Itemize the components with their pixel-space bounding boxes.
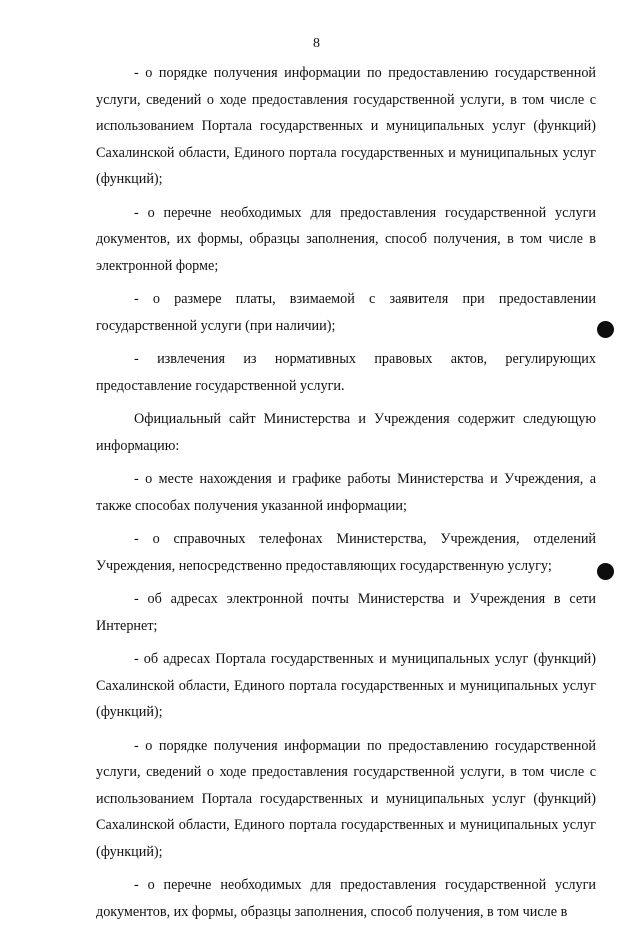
paragraph: Официальный сайт Министерства и Учреждения содержит следующую информацию:	[96, 411, 596, 454]
binder-hole-dot	[597, 321, 614, 338]
paragraph: - извлечения из нормативных правовых актов, регулирующих предоставление государственной услуги.	[96, 351, 596, 394]
paragraph: - о порядке получения информации по предоставлению государственной услуги, сведений о ходе предоставления государственной услуги, в том числе с использованием Портала государственных и муниципальных услуг (функций) Сахалинской области, Единого портала государственных и муниципальных услуг (функций);	[96, 65, 596, 187]
paragraph: - об адресах Портала государственных и муниципальных услуг (функций) Сахалинской области, Единого портала государственных и муниципальных услуг (функций);	[96, 651, 596, 720]
paragraph: - о перечне необходимых для предоставления государственной услуги документов, их формы, образцы заполнения, способ получения, в том числе в электронной форме;	[96, 204, 596, 274]
paragraph: - о порядке получения информации по предоставлению государственной услуги, сведений о ходе предоставления государственной услуги, в том числе с использованием Портала государственных и муниципальных услуг (функций) Сахалинской области, Единого портала государственных и муниципальных услуг (функций);	[96, 737, 596, 860]
paragraph: - о справочных телефонах Министерства, Учреждения, отделений Учреждения, непосредственно предоставляющих государственную услугу;	[96, 531, 596, 574]
page-number: 8	[313, 36, 320, 51]
binder-hole-dot	[597, 563, 614, 580]
paragraph: - о перечне необходимых для предоставления государственной услуги документов, их формы, образцы заполнения, способ получения, в том числе в	[96, 877, 596, 920]
document-body	[96, 60, 596, 932]
paragraph: - о месте нахождения и графике работы Министерства и Учреждения, а также способах получения указанной информации;	[96, 471, 596, 514]
paragraph: - о размере платы, взимаемой с заявителя при предоставлении государственной услуги (при наличии);	[96, 291, 596, 334]
paragraph: - об адресах электронной почты Министерства и Учреждения в сети Интернет;	[96, 591, 596, 634]
